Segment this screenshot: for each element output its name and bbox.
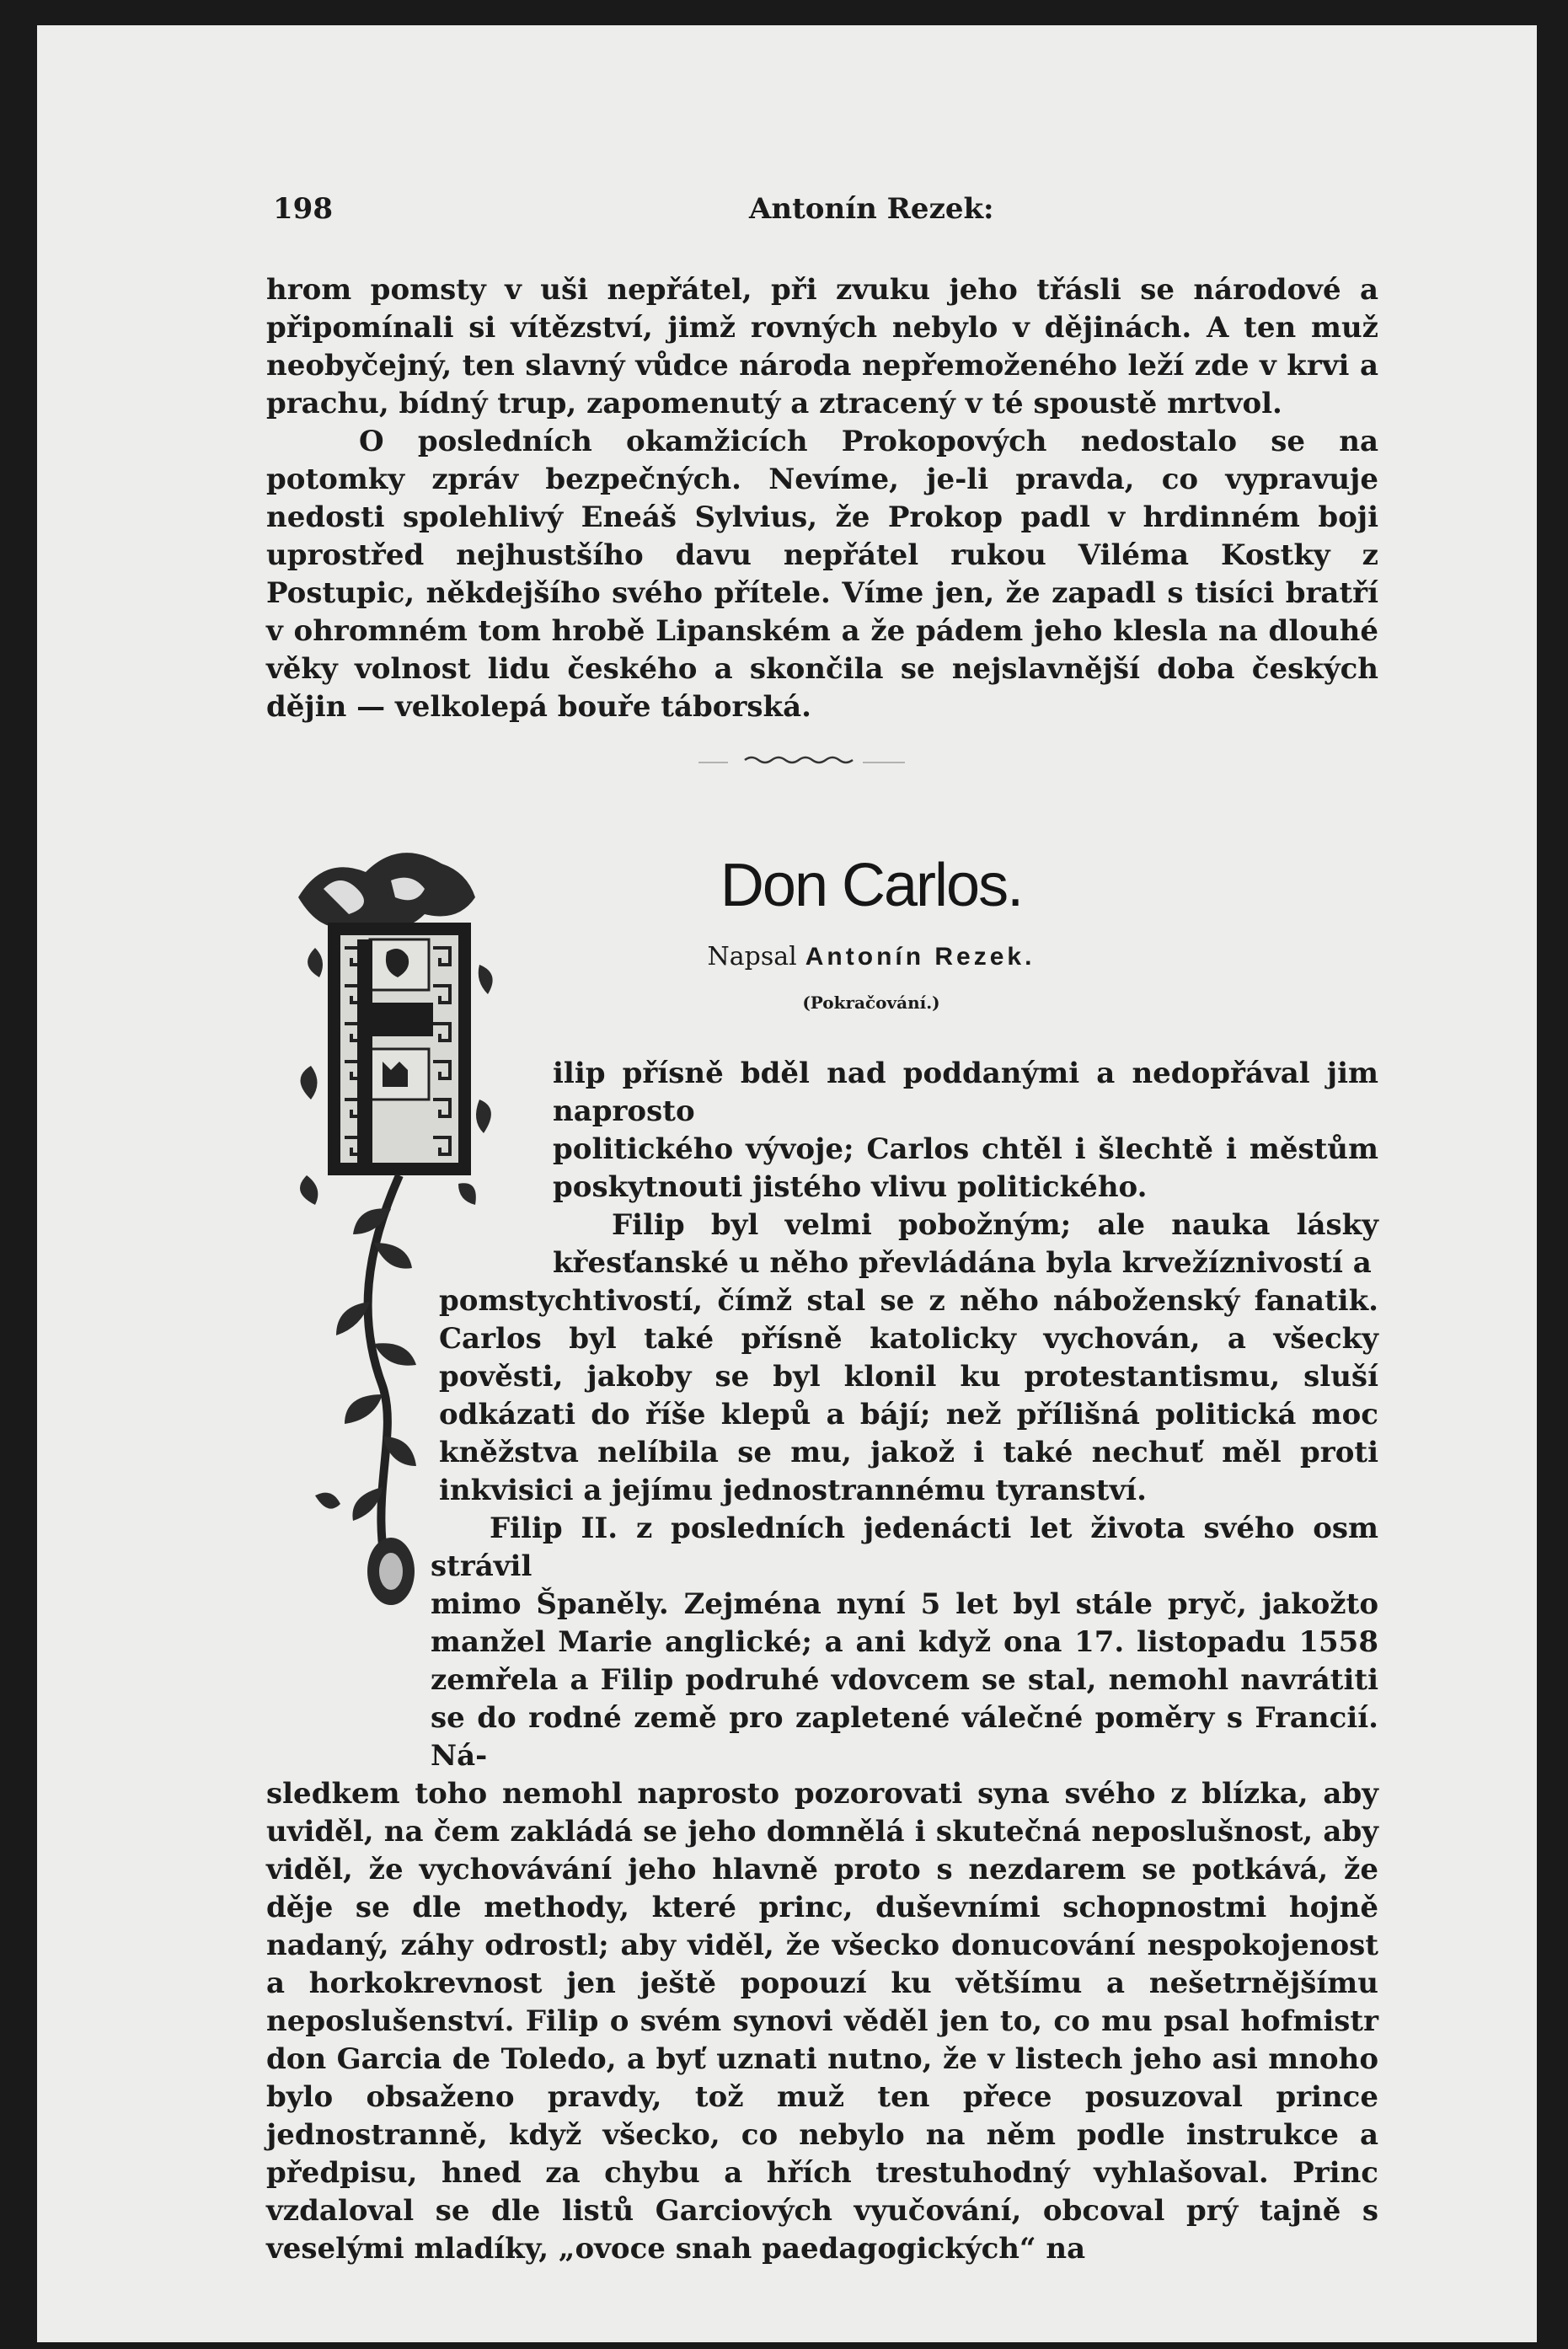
page-header	[273, 185, 1368, 236]
previous-article-text	[266, 271, 1378, 726]
continuation-note: (Pokračování.)	[802, 993, 940, 1013]
paragraph-line: Filip II. z posledních jedenácti let života svého osm strávil	[431, 1512, 1378, 1583]
byline	[618, 942, 1124, 971]
paragraph: mimo Španěly. Zejména nyní 5 let byl stále pryč, jakožto manžel Marie anglické; a ani když ona 17. listopadu 1558 zemřela a Filip podruhé vdovcem se stal, nemohl navrátiti se do rodné země pro zapletené válečné poměry s Francií. Ná-	[431, 1587, 1378, 1773]
book-page	[37, 25, 1537, 2342]
paragraph: Filip byl velmi pobožným; ale nauka lásky křesťanské u něho převládána byla krvežíznivostí a	[553, 1208, 1378, 1280]
paragraph: sledkem toho nemohl naprosto pozorovati syna svého z blízka, aby uviděl, na čem zakládá se jeho domnělá i skutečná neposlušnost, aby viděl, že vychovávání jeho hlavně proto s nezdarem se potkává, že děje se dle methody, které princ, duševními schopnostmi hojně nadaný, záhy odrostl; aby viděl, že všecko donucování nespokojenost a horkokrevnost jen ještě popouzí ku většímu a nešetrnějšímu neposlušenství. Filip o svém synovi věděl jen to, co mu psal hofmistr don Garcia de Toledo, a byť uznati nutno, že v listech jeho asi mnoho bylo obsaženo pravdy, tož muž ten přece posuzoval prince jednostranně, když všecko, co nebylo na něm podle instrukce a předpisu, hned za chybu a hřích trestuhodný vyhlašoval. Princ vzdaloval se dle listů Garciových vyučování, obcoval prý tajně s veselými mladíky, „ovoce snah paedagogických“ na	[266, 1777, 1378, 2266]
paragraph: pomstychtivostí, čímž stal se z něho náboženský fanatik. Carlos byl také přísně katolicky vychován, a všecky pověsti, jakoby se byl klonil ku protestantismu, sluší odkázati do říše klepů a bájí; než přílišná politická moc kněžstva nelíbila se mu, jakož i také nechuť měl proti inkvisici a jejímu jednostrannému tyranství.	[439, 1284, 1378, 1507]
article-body	[266, 1055, 1378, 2268]
page-number: 198	[273, 192, 333, 226]
byline-prefix: Napsal	[707, 942, 797, 971]
paragraph: O posledních okamžicích Prokopových nedostalo se na potomky zpráv bezpečných. Nevíme, je-li pravda, co vypravuje nedosti spolehlivý Eneáš Sylvius, že Prokop padl v hrdinném boji uprostřed nejhustšího davu nepřátel rukou Viléma Kostky z Postupic, někdejšího svého přítele. Víme jen, že zapadl s tisíci bratří v ohromném tom hrobě Lipanském a že pádem jeho klesla na dlouhé věky volnost lidu českého a skončila se nejslavnější doba českých dějin — velkolepá bouře táborská.	[266, 425, 1378, 724]
author-name: Antonín Rezek.	[805, 943, 1036, 971]
paragraph: politického vývoje; Carlos chtěl i šlechtě i městům poskytnouti jistého vlivu politického.	[553, 1132, 1378, 1204]
running-head: Antonín Rezek:	[749, 192, 994, 226]
paragraph: hrom pomsty v uši nepřátel, při zvuku jeho třásli se národové a připomínali si vítězství, jimž rovných nebylo v dějinách. A ten muž neobyčejný, ten slavný vůdce národa nepřemoženého leží zde v krvi a prachu, bídný trup, zapomenutý a ztracený v té spoustě mrtvol.	[266, 273, 1378, 420]
article-title: Don Carlos.	[720, 852, 1023, 919]
paragraph-line: ilip přísně bděl nad poddanými a nedopřával jim naprosto	[553, 1057, 1378, 1128]
section-divider-ornament	[694, 750, 913, 775]
